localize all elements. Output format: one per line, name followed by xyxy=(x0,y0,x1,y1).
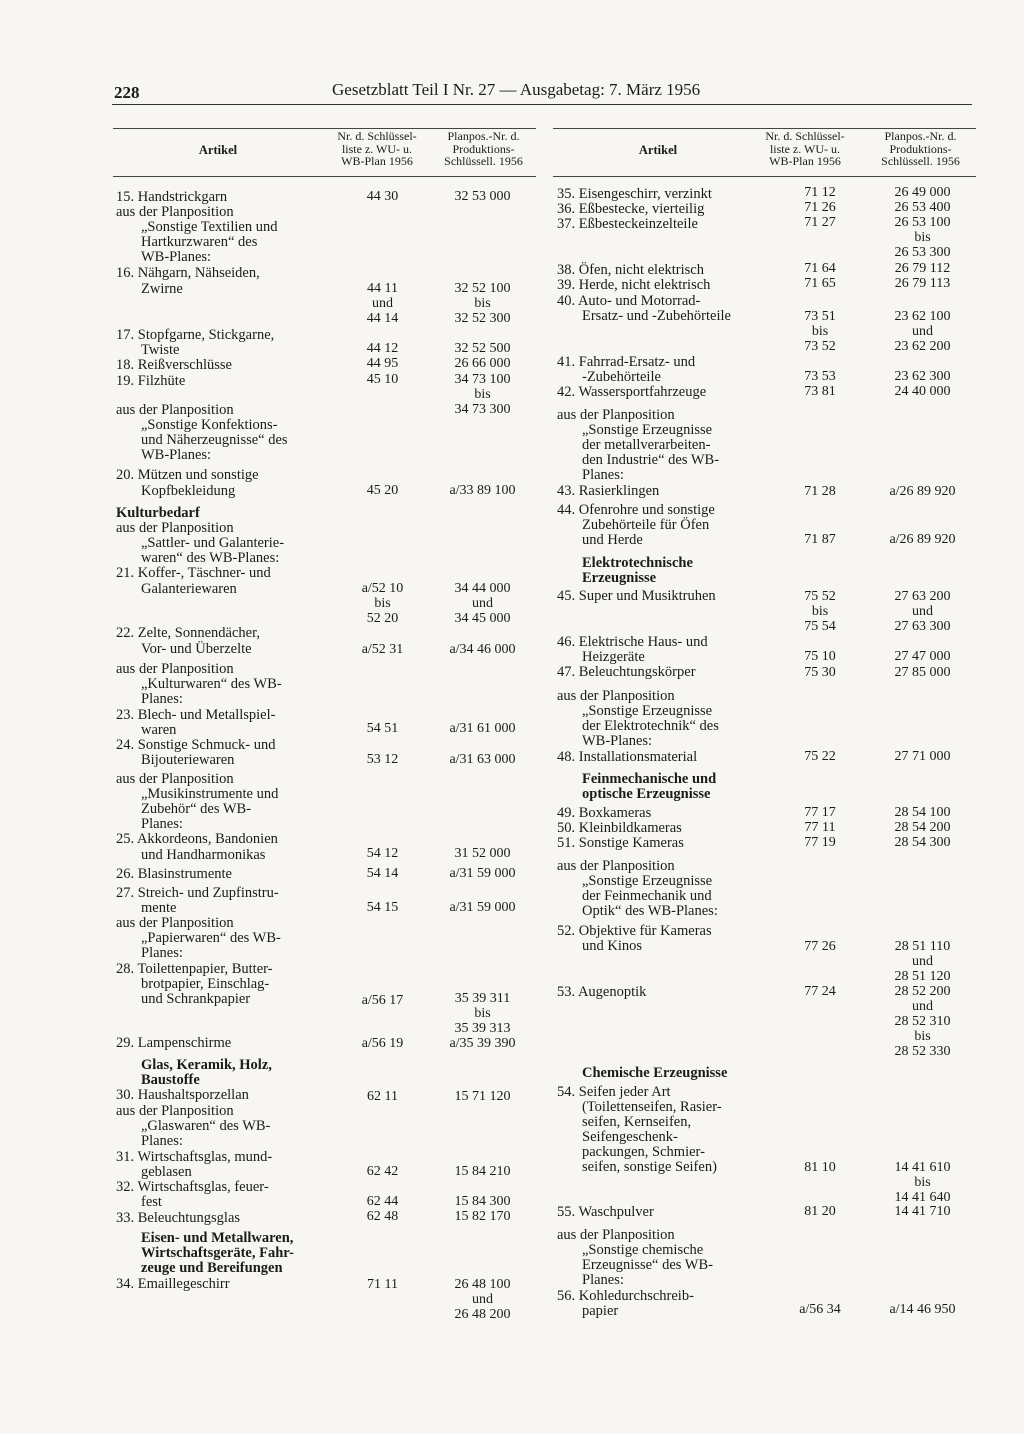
right-column-header xyxy=(553,130,976,172)
planpos-nr-cell: 15 82 170 xyxy=(454,1209,511,1224)
planpos-nr-cell: 28 51 120 xyxy=(894,969,951,984)
schluessel-nr-cell: 71 64 xyxy=(804,261,836,276)
planpos-nr-cell: 28 52 310 xyxy=(894,1014,951,1029)
artikel-line: 42. Wassersportfahrzeuge xyxy=(557,384,707,400)
artikel-line: Feinmechanische und xyxy=(582,771,717,787)
artikel-line: Planes: xyxy=(141,1133,183,1149)
artikel-line: optische Erzeugnisse xyxy=(582,786,711,802)
artikel-line: 33. Beleuchtungsglas xyxy=(116,1210,241,1226)
column-artikel: Artikel xyxy=(638,143,678,157)
schluessel-nr-cell: 75 10 xyxy=(804,649,836,664)
schluessel-nr-cell: 77 19 xyxy=(804,835,836,850)
planpos-nr-cell: 34 73 300 xyxy=(454,402,511,417)
schluessel-nr-cell: 44 12 xyxy=(366,341,399,356)
planpos-nr-cell: 32 52 100 xyxy=(454,281,511,296)
schluessel-nr-cell: a/56 19 xyxy=(361,1036,404,1051)
artikel-line: 46. Elektrische Haus- und xyxy=(557,634,708,650)
schluessel-nr-cell: bis xyxy=(811,324,829,339)
artikel-line: Galanteriewaren xyxy=(141,581,237,597)
artikel-line: 40. Auto- und Motorrad- xyxy=(557,293,701,309)
planpos-nr-cell: 27 85 000 xyxy=(894,665,951,680)
planpos-nr-cell: und xyxy=(912,324,933,339)
schluessel-nr-cell: 54 12 xyxy=(366,846,399,861)
artikel-line: 52. Objektive für Kameras xyxy=(557,923,712,939)
artikel-line: 41. Fahrrad-Ersatz- und xyxy=(557,354,696,370)
schluessel-nr-cell: 75 52 xyxy=(804,589,836,604)
artikel-line: Vor- und Überzelte xyxy=(141,641,252,657)
schluessel-nr-cell: und xyxy=(372,296,393,311)
planpos-nr-cell: 28 52 330 xyxy=(894,1044,951,1059)
artikel-line: Zwirne xyxy=(141,281,183,297)
planpos-nr-cell: 26 48 200 xyxy=(454,1307,511,1322)
planpos-nr-cell: 14 41 640 xyxy=(894,1190,951,1205)
schluessel-nr-cell: 62 44 xyxy=(366,1194,399,1209)
artikel-line: 20. Mützen und sonstige xyxy=(116,467,259,483)
planpos-nr-cell: a/31 59 000 xyxy=(449,900,516,915)
artikel-line: 25. Akkordeons, Bandonien xyxy=(116,831,278,847)
schluessel-nr-cell: 44 30 xyxy=(366,189,399,204)
artikel-line: Planes: xyxy=(141,945,183,961)
planpos-nr-cell: 14 41 710 xyxy=(894,1204,951,1219)
artikel-line: WB-Planes: xyxy=(582,733,653,749)
schluessel-nr-cell: 71 28 xyxy=(804,484,836,499)
planpos-nr-cell: a/34 46 000 xyxy=(449,642,516,657)
artikel-line: Seifengeschenk- xyxy=(582,1129,678,1145)
artikel-line: aus der Planposition xyxy=(557,858,675,874)
artikel-line: „Sattler- und Galanterie- xyxy=(141,535,285,551)
artikel-line: 53. Augenoptik xyxy=(557,984,647,1000)
artikel-line: 45. Super und Musiktruhen xyxy=(557,588,716,604)
artikel-line: Baustoffe xyxy=(141,1072,200,1088)
artikel-line: (Toilettenseifen, Rasier- xyxy=(582,1099,722,1115)
schluessel-nr-cell: 44 95 xyxy=(366,356,399,371)
planpos-nr-cell: bis xyxy=(914,1029,931,1044)
left-column-header xyxy=(113,130,536,172)
schluessel-nr-cell: 81 20 xyxy=(804,1204,836,1219)
artikel-line: 51. Sonstige Kameras xyxy=(557,835,684,851)
artikel-line: 28. Toilettenpapier, Butter- xyxy=(116,961,273,977)
right-table-header-rule xyxy=(553,176,976,177)
artikel-line: Eisen- und Metallwaren, xyxy=(141,1230,294,1246)
planpos-nr-cell: 26 66 000 xyxy=(454,356,511,371)
artikel-line: 54. Seifen jeder Art xyxy=(557,1084,671,1100)
planpos-nr-cell: bis xyxy=(474,1006,491,1021)
planpos-nr-cell: a/31 63 000 xyxy=(449,752,516,767)
artikel-line: 34. Emaillegeschirr xyxy=(116,1276,230,1292)
artikel-line: 56. Kohledurchschreib- xyxy=(557,1288,694,1304)
schluessel-nr-cell: 62 48 xyxy=(366,1209,399,1224)
planpos-nr-cell: bis xyxy=(914,230,931,245)
schluessel-nr-cell: 44 14 xyxy=(366,311,399,326)
planpos-nr-cell: 26 49 000 xyxy=(894,185,951,200)
schluessel-nr-cell: 71 87 xyxy=(804,532,836,547)
artikel-line: 32. Wirtschaftsglas, feuer- xyxy=(116,1179,269,1195)
planpos-nr-cell: 32 52 500 xyxy=(454,341,511,356)
planpos-nr-cell: bis xyxy=(474,387,491,402)
artikel-line: 16. Nähgarn, Nähseiden, xyxy=(116,265,260,281)
left-table-header-rule xyxy=(113,176,536,177)
artikel-line: aus der Planposition xyxy=(557,688,675,704)
page-header xyxy=(112,80,972,104)
schluessel-nr-cell: 77 17 xyxy=(804,805,836,820)
schluessel-nr-cell: 54 15 xyxy=(366,900,399,915)
planpos-nr-cell: 32 53 000 xyxy=(454,189,511,204)
planpos-nr-cell: 27 63 200 xyxy=(894,589,951,604)
artikel-line: 37. Eßbesteckeinzelteile xyxy=(557,216,698,232)
artikel-line: packungen, Schmier- xyxy=(582,1144,705,1160)
artikel-line: WB-Planes: xyxy=(141,249,212,265)
artikel-line: 55. Waschpulver xyxy=(557,1204,654,1220)
schluessel-nr-cell: 77 24 xyxy=(804,984,836,999)
artikel-line: 15. Handstrickgarn xyxy=(116,189,228,205)
artikel-line: „Musikinstrumente und xyxy=(141,786,279,802)
planpos-nr-cell: 28 54 300 xyxy=(894,835,951,850)
planpos-nr-cell: 34 44 000 xyxy=(454,581,511,596)
artikel-line: Chemische Erzeugnisse xyxy=(582,1065,728,1081)
artikel-line: 17. Stopfgarne, Stickgarne, xyxy=(116,327,275,343)
artikel-line: 30. Haushaltsporzellan xyxy=(116,1087,249,1103)
artikel-line: „Papierwaren“ des WB- xyxy=(141,930,281,946)
schluessel-nr-cell: 54 51 xyxy=(366,721,399,736)
artikel-line: -Zubehörteile xyxy=(582,369,661,385)
planpos-nr-cell: 28 51 110 xyxy=(894,939,951,954)
schluessel-nr-cell: 77 26 xyxy=(804,939,836,954)
artikel-line: 47. Beleuchtungskörper xyxy=(557,664,696,680)
planpos-nr-cell: a/14 46 950 xyxy=(889,1302,956,1317)
artikel-line: seifen, Kernseifen, xyxy=(582,1114,692,1130)
artikel-line: und Kinos xyxy=(582,938,643,954)
artikel-line: aus der Planposition xyxy=(557,407,675,423)
artikel-line: 43. Rasierklingen xyxy=(557,483,660,499)
artikel-line: mente xyxy=(141,900,177,916)
artikel-line: aus der Planposition xyxy=(116,204,234,220)
artikel-line: aus der Planposition xyxy=(116,1103,234,1119)
planpos-nr-cell: 31 52 000 xyxy=(454,846,511,861)
planpos-nr-cell: 26 79 113 xyxy=(894,276,951,291)
artikel-line: aus der Planposition xyxy=(116,771,234,787)
artikel-line: waren xyxy=(141,722,177,738)
artikel-line: „Sonstige Textilien und xyxy=(141,219,278,235)
artikel-line: 49. Boxkameras xyxy=(557,805,652,821)
artikel-line: 31. Wirtschaftsglas, mund- xyxy=(116,1149,273,1165)
artikel-line: und Herde xyxy=(582,532,643,548)
planpos-nr-cell: 27 63 300 xyxy=(894,619,951,634)
planpos-nr-cell: 35 39 313 xyxy=(454,1021,511,1036)
artikel-line: aus der Planposition xyxy=(116,915,234,931)
schluessel-nr-cell: bis xyxy=(811,604,829,619)
artikel-line: „Sonstige Erzeugnisse xyxy=(582,422,713,438)
schluessel-nr-cell: 75 54 xyxy=(804,619,836,634)
artikel-line: 24. Sonstige Schmuck- und xyxy=(116,737,276,753)
artikel-line: Zubehör“ des WB- xyxy=(141,801,252,817)
schluessel-nr-cell: 75 22 xyxy=(804,749,836,764)
schluessel-nr-cell: 62 42 xyxy=(366,1164,399,1179)
planpos-nr-cell: 23 62 100 xyxy=(894,309,951,324)
artikel-line: Optik“ des WB-Planes: xyxy=(582,903,718,919)
artikel-line: der Elektrotechnik“ des xyxy=(582,718,719,734)
artikel-line: „Sonstige Erzeugnisse xyxy=(582,873,713,889)
schluessel-nr-cell: 52 20 xyxy=(366,611,399,626)
schluessel-nr-cell: 73 81 xyxy=(804,384,836,399)
schluessel-nr-cell: 71 12 xyxy=(804,185,836,200)
artikel-line: Planes: xyxy=(141,691,183,707)
column-artikel: Artikel xyxy=(198,143,238,157)
schluessel-nr-cell: a/52 31 xyxy=(361,642,404,657)
schluessel-nr-cell: 53 12 xyxy=(366,752,399,767)
planpos-nr-cell: a/35 39 390 xyxy=(449,1036,516,1051)
artikel-line: 35. Eisengeschirr, verzinkt xyxy=(557,186,712,202)
artikel-line: WB-Planes: xyxy=(141,447,212,463)
schluessel-nr-cell: 62 11 xyxy=(367,1089,398,1104)
artikel-line: brotpapier, Einschlag- xyxy=(141,976,270,992)
artikel-line: „Sonstige chemische xyxy=(582,1242,704,1258)
planpos-nr-cell: 32 52 300 xyxy=(454,311,511,326)
artikel-line: aus der Planposition xyxy=(557,1227,675,1243)
planpos-nr-cell: 27 47 000 xyxy=(894,649,951,664)
planpos-nr-cell: 26 53 100 xyxy=(894,215,951,230)
schluessel-nr-cell: 77 11 xyxy=(804,820,836,835)
artikel-line: 36. Eßbestecke, vierteilig xyxy=(557,201,705,217)
planpos-nr-cell: 26 79 112 xyxy=(894,261,951,276)
schluessel-nr-cell: 54 14 xyxy=(366,866,399,881)
artikel-line: 29. Lampenschirme xyxy=(116,1035,232,1051)
artikel-line: Zubehörteile für Öfen xyxy=(582,517,710,533)
artikel-line: 26. Blasinstrumente xyxy=(116,866,232,882)
artikel-line: waren“ des WB-Planes: xyxy=(141,550,280,566)
planpos-nr-cell: 15 71 120 xyxy=(454,1089,511,1104)
artikel-line: Hartkurzwaren“ des xyxy=(141,234,258,250)
artikel-line: papier xyxy=(582,1303,619,1319)
planpos-nr-cell: 35 39 311 xyxy=(454,991,511,1006)
artikel-line: und Schrankpapier xyxy=(141,991,251,1007)
artikel-line: 38. Öfen, nicht elektrisch xyxy=(557,262,704,278)
schluessel-nr-cell: 45 20 xyxy=(366,483,399,498)
column-nr-schluessel: Nr. d. Schlüssel- liste z. WU- u. WB-Plan 1956 xyxy=(765,129,845,168)
artikel-line: 48. Installationsmaterial xyxy=(557,749,698,765)
planpos-nr-cell: 27 71 000 xyxy=(894,749,951,764)
planpos-nr-cell: 15 84 300 xyxy=(454,1194,511,1209)
schluessel-nr-cell: 45 10 xyxy=(366,372,399,387)
artikel-line: Kopfbekleidung xyxy=(141,483,236,499)
schluessel-nr-cell: a/56 17 xyxy=(361,993,404,1008)
planpos-nr-cell: 24 40 000 xyxy=(894,384,951,399)
planpos-nr-cell: a/26 89 920 xyxy=(889,484,956,499)
planpos-nr-cell: 23 62 200 xyxy=(894,339,951,354)
planpos-nr-cell: 28 54 100 xyxy=(894,805,951,820)
planpos-nr-cell: und xyxy=(472,596,493,611)
planpos-nr-cell: 26 53 300 xyxy=(894,245,951,260)
schluessel-nr-cell: 73 51 xyxy=(804,309,836,324)
page-number: 228 xyxy=(114,83,140,102)
planpos-nr-cell: 28 54 200 xyxy=(894,820,951,835)
column-planpos: Planpos.-Nr. d. Produktions- Schlüssell. 1956 xyxy=(881,129,960,168)
artikel-line: der Feinmechanik und xyxy=(582,888,712,904)
artikel-line: 19. Filzhüte xyxy=(116,373,186,389)
artikel-line: 27. Streich- und Zupfinstru- xyxy=(116,885,279,901)
schluessel-nr-cell: 75 30 xyxy=(804,665,836,680)
artikel-line: zeuge und Bereifungen xyxy=(141,1260,283,1276)
artikel-line: geblasen xyxy=(141,1164,192,1180)
artikel-line: Bijouteriewaren xyxy=(141,752,235,768)
artikel-line: 21. Koffer-, Täschner- und xyxy=(116,565,271,581)
artikel-line: 22. Zelte, Sonnendächer, xyxy=(116,625,260,641)
schluessel-nr-cell: 73 52 xyxy=(804,339,836,354)
planpos-nr-cell: und xyxy=(912,999,933,1014)
schluessel-nr-cell: 81 10 xyxy=(804,1160,836,1175)
column-planpos: Planpos.-Nr. d. Produktions- Schlüssell. 1956 xyxy=(444,129,523,168)
planpos-nr-cell: 26 53 400 xyxy=(894,200,951,215)
artikel-line: „Glaswaren“ des WB- xyxy=(141,1118,271,1134)
schluessel-nr-cell: a/52 10 xyxy=(361,581,404,596)
artikel-line: aus der Planposition xyxy=(116,402,234,418)
artikel-line: Planes: xyxy=(141,816,183,832)
schluessel-nr-cell: 71 26 xyxy=(804,200,836,215)
artikel-line: 50. Kleinbildkameras xyxy=(557,820,682,836)
planpos-nr-cell: und xyxy=(912,604,933,619)
schluessel-nr-cell: 44 11 xyxy=(367,281,398,296)
artikel-line: Erzeugnisse“ des WB- xyxy=(582,1257,713,1273)
artikel-line: Heizgeräte xyxy=(582,649,645,665)
column-nr-schluessel: Nr. d. Schlüssel- liste z. WU- u. WB-Plan 1956 xyxy=(337,129,417,168)
artikel-line: 23. Blech- und Metallspiel- xyxy=(116,707,276,723)
artikel-line: „Sonstige Erzeugnisse xyxy=(582,703,713,719)
planpos-nr-cell: 15 84 210 xyxy=(454,1164,511,1179)
artikel-line: Kulturbedarf xyxy=(116,505,200,521)
artikel-line: Twiste xyxy=(141,342,180,358)
artikel-line: und Handharmonikas xyxy=(141,847,266,863)
artikel-line: Ersatz- und -Zubehörteile xyxy=(582,308,731,324)
schluessel-nr-cell: a/56 34 xyxy=(799,1302,841,1317)
planpos-nr-cell: 34 73 100 xyxy=(454,372,511,387)
planpos-nr-cell: a/31 59 000 xyxy=(449,866,516,881)
planpos-nr-cell: 26 48 100 xyxy=(454,1277,511,1292)
artikel-line: den Industrie“ des WB- xyxy=(582,452,720,468)
artikel-line: „Kulturwaren“ des WB- xyxy=(141,676,282,692)
artikel-line: Planes: xyxy=(582,467,624,483)
planpos-nr-cell: bis xyxy=(914,1175,931,1190)
artikel-line: „Sonstige Konfektions- xyxy=(141,417,278,433)
header-rule xyxy=(112,104,972,105)
planpos-nr-cell: 34 45 000 xyxy=(454,611,511,626)
planpos-nr-cell: a/33 89 100 xyxy=(449,483,516,498)
artikel-line: und Näherzeugnisse“ des xyxy=(141,432,288,448)
artikel-line: Wirtschaftsgeräte, Fahr- xyxy=(141,1245,295,1261)
schluessel-nr-cell: 71 65 xyxy=(804,276,836,291)
schluessel-nr-cell: 71 11 xyxy=(367,1277,398,1292)
artikel-line: Erzeugnisse xyxy=(582,570,657,586)
artikel-line: 39. Herde, nicht elektrisch xyxy=(557,277,711,293)
artikel-line: 44. Ofenrohre und sonstige xyxy=(557,502,715,518)
artikel-line: Elektrotechnische xyxy=(582,555,693,571)
planpos-nr-cell: 23 62 300 xyxy=(894,369,951,384)
planpos-nr-cell: bis xyxy=(474,296,491,311)
artikel-line: seifen, sonstige Seifen) xyxy=(582,1159,717,1175)
planpos-nr-cell: a/26 89 920 xyxy=(889,532,956,547)
schluessel-nr-cell: 73 53 xyxy=(804,369,836,384)
artikel-line: Planes: xyxy=(582,1272,624,1288)
planpos-nr-cell: und xyxy=(472,1292,493,1307)
artikel-line: aus der Planposition xyxy=(116,661,234,677)
schluessel-nr-cell: 71 27 xyxy=(804,215,836,230)
planpos-nr-cell: 14 41 610 xyxy=(894,1160,951,1175)
page-title: Gesetzblatt Teil I Nr. 27 — Ausgabetag: 7. März 1956 xyxy=(332,80,701,99)
artikel-line: aus der Planposition xyxy=(116,520,234,536)
artikel-line: 18. Reißverschlüsse xyxy=(116,357,232,373)
artikel-line: fest xyxy=(141,1194,162,1210)
planpos-nr-cell: a/31 61 000 xyxy=(449,721,516,736)
artikel-line: Glas, Keramik, Holz, xyxy=(141,1057,272,1073)
planpos-nr-cell: und xyxy=(912,954,933,969)
schluessel-nr-cell: bis xyxy=(374,596,391,611)
planpos-nr-cell: 28 52 200 xyxy=(894,984,951,999)
artikel-line: der metallverarbeiten- xyxy=(582,437,711,453)
